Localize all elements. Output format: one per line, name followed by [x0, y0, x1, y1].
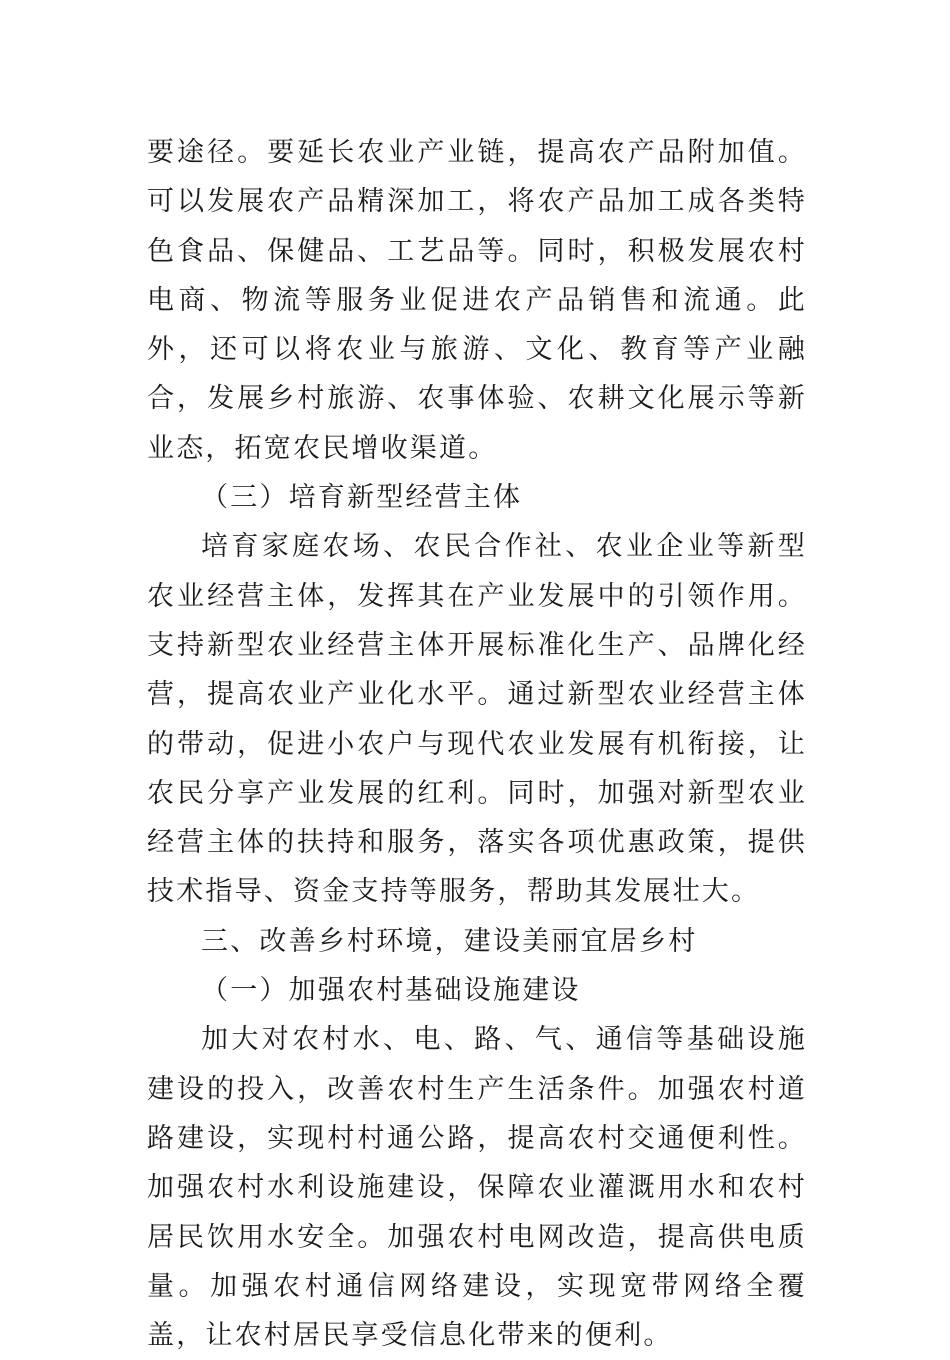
paragraph-continued: 要途径。要延长农业产业链，提高农产品附加值。可以发展农产品精深加工，将农产品加工成各类特色食品、保健品、工艺品等。同时，积极发展农村电商、物流等服务业促进农产品销售和流通。此外，还可以将农业与旅游、文化、教育等产业融合，发展乡村旅游、农事体验、农耕文化展示等新业态，拓宽农民增收渠道。 — [147, 137, 807, 464]
document-body — [147, 128, 807, 1360]
subheading-1: （一）加强农村基础设施建设 — [201, 975, 581, 1007]
subheading-3: （三）培育新型经营主体 — [201, 482, 523, 514]
paragraph-infrastructure: 加大对农村水、电、路、气、通信等基础设施建设的投入，改善农村生产生活条件。加强农村道路建设，实现村村通公路，提高农村交通便利性。加强农村水利设施建设，保障农业灌溉用水和农村居民饮用水安全。加强农村电网改造，提高供电质量。加强农村通信网络建设，实现宽带网络全覆盖，让农村居民享受信息化带来的便利。 — [147, 1024, 807, 1352]
section-heading-3: 三、改善乡村环境，建设美丽宜居乡村 — [201, 925, 698, 957]
paragraph-new-business-entities: 培育家庭农场、农民合作社、农业企业等新型农业经营主体，发挥其在产业发展中的引领作用。支持新型农业经营主体开展标准化生产、品牌化经营，提高农业产业化水平。通过新型农业经营主体的带动，促进小农户与现代农业发展有机衔接，让农民分享产业发展的红利。同时，加强对新型农业经营主体的扶持和服务，落实各项优惠政策，提供技术指导、资金支持等服务，帮助其发展壮大。 — [147, 531, 807, 908]
